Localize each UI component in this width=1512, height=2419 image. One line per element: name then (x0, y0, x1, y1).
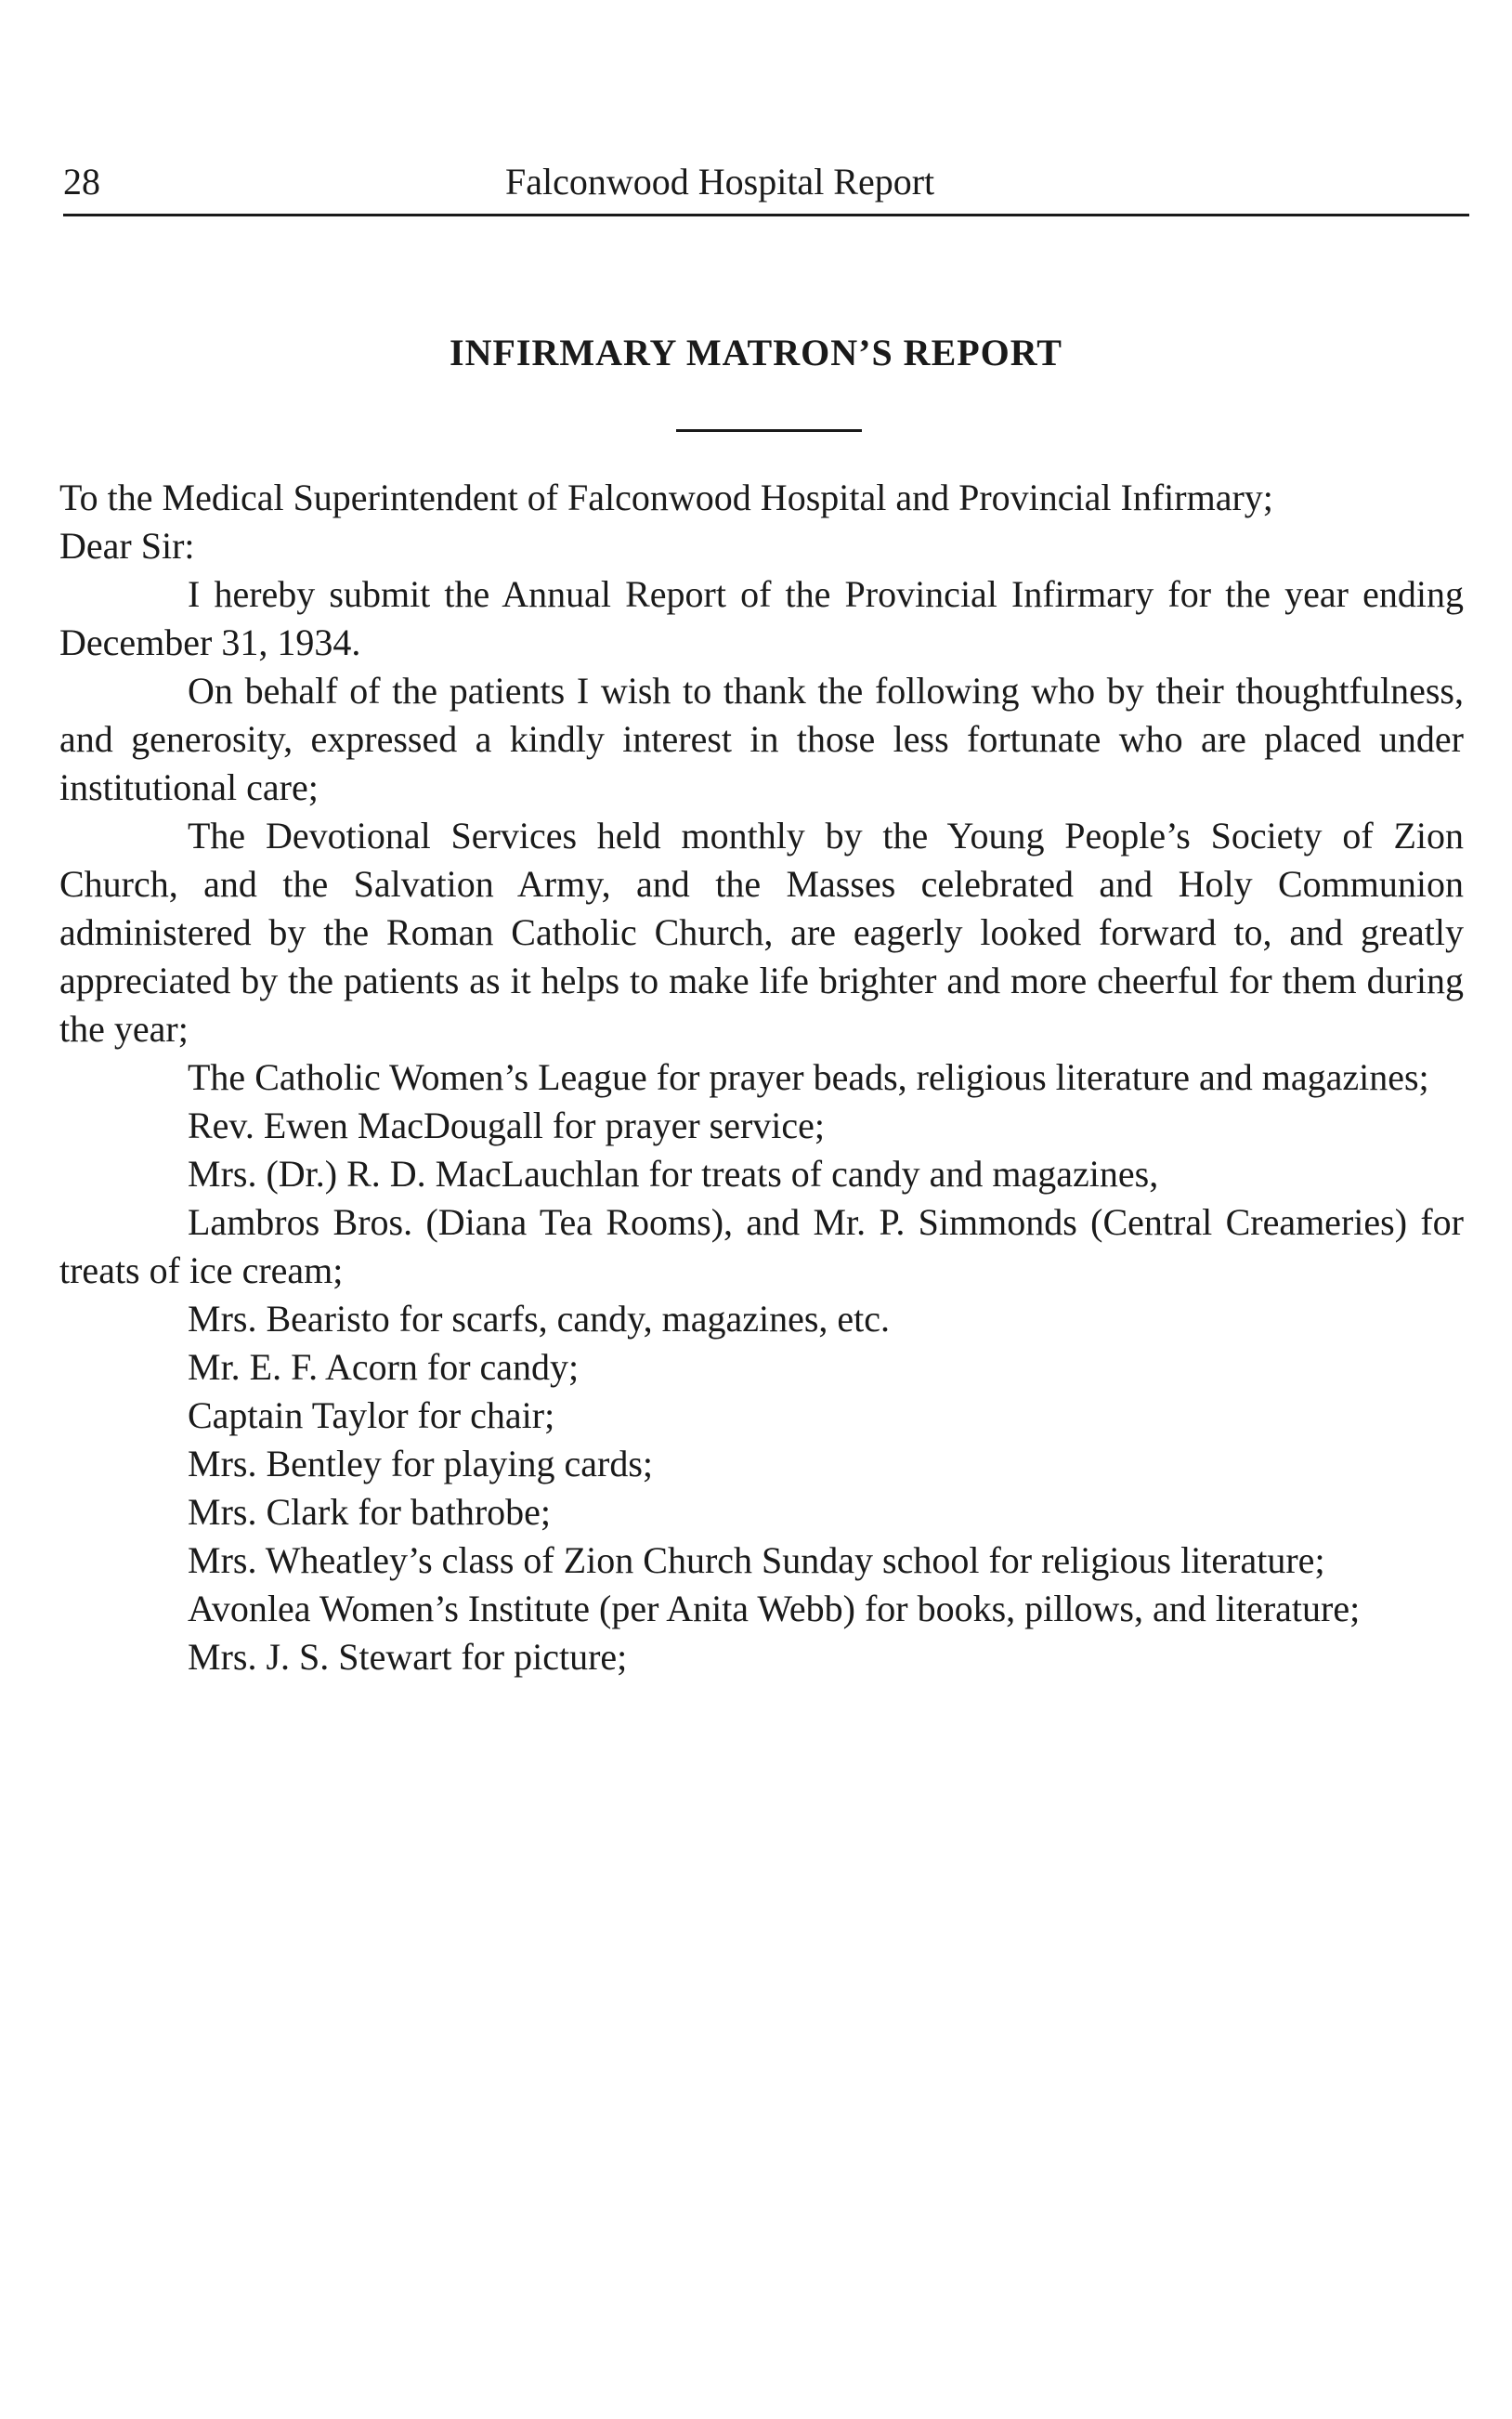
thanks-lambros: Lambros Bros. (Diana Tea Rooms), and Mr. P. Simmonds (Central Creameries) for treats of ice cream; (59, 1201, 1464, 1291)
thanks-maclauchlan: Mrs. (Dr.) R. D. MacLauchlan for treats of candy and magazines, (188, 1153, 1159, 1195)
title-rule (676, 429, 862, 432)
paragraph-submit: I hereby submit the Annual Report of the Provincial Infirmary for the year ending December 31, 1934. (59, 573, 1464, 663)
thanks-bentley: Mrs. Bentley for playing cards; (188, 1443, 653, 1484)
header-rule (63, 214, 1469, 216)
running-header (63, 156, 1466, 208)
section-title: INFIRMARY MATRON’S REPORT (450, 332, 1062, 373)
address-line: To the Medical Superintendent of Falconwood Hospital and Provincial Infirmary; (59, 477, 1273, 518)
paragraph-behalf: On behalf of the patients I wish to thank the following who by their thoughtfulness, and generosity, expressed a kindly interest in those less fortunate who are placed under institutional care; (59, 670, 1464, 808)
thanks-acorn: Mr. E. F. Acorn for candy; (188, 1346, 580, 1388)
thanks-stewart: Mrs. J. S. Stewart for picture; (188, 1636, 628, 1678)
paragraph-league: The Catholic Women’s League for prayer beads, religious literature and magazines; (188, 1056, 1429, 1098)
page-number: 28 (63, 161, 100, 203)
thanks-wheatley: Mrs. Wheatley’s class of Zion Church Sunday school for religious literature; (188, 1539, 1325, 1581)
thanks-macdougall: Rev. Ewen MacDougall for prayer service; (188, 1105, 826, 1146)
running-title: Falconwood Hospital Report (505, 161, 935, 203)
report-body (59, 474, 1464, 1681)
thanks-bearisto: Mrs. Bearisto for scarfs, candy, magazines, etc. (188, 1298, 891, 1340)
paragraph-devotional: The Devotional Services held monthly by the Young People’s Society of Zion Church, and the Salvation Army, and the Masses celebrated and Holy Communion administered by the Roman Catholic Church, are eagerly looked forward to, and greatly appreciated by the patients as it helps to make life brighter and more cheerful for them during the year; (59, 815, 1464, 1050)
salutation: Dear Sir: (59, 525, 195, 567)
thanks-clark: Mrs. Clark for bathrobe; (188, 1491, 552, 1533)
thanks-avonlea: Avonlea Women’s Institute (per Anita Webb) for books, pillows, and literature; (188, 1588, 1361, 1629)
thanks-taylor: Captain Taylor for chair; (188, 1394, 555, 1436)
